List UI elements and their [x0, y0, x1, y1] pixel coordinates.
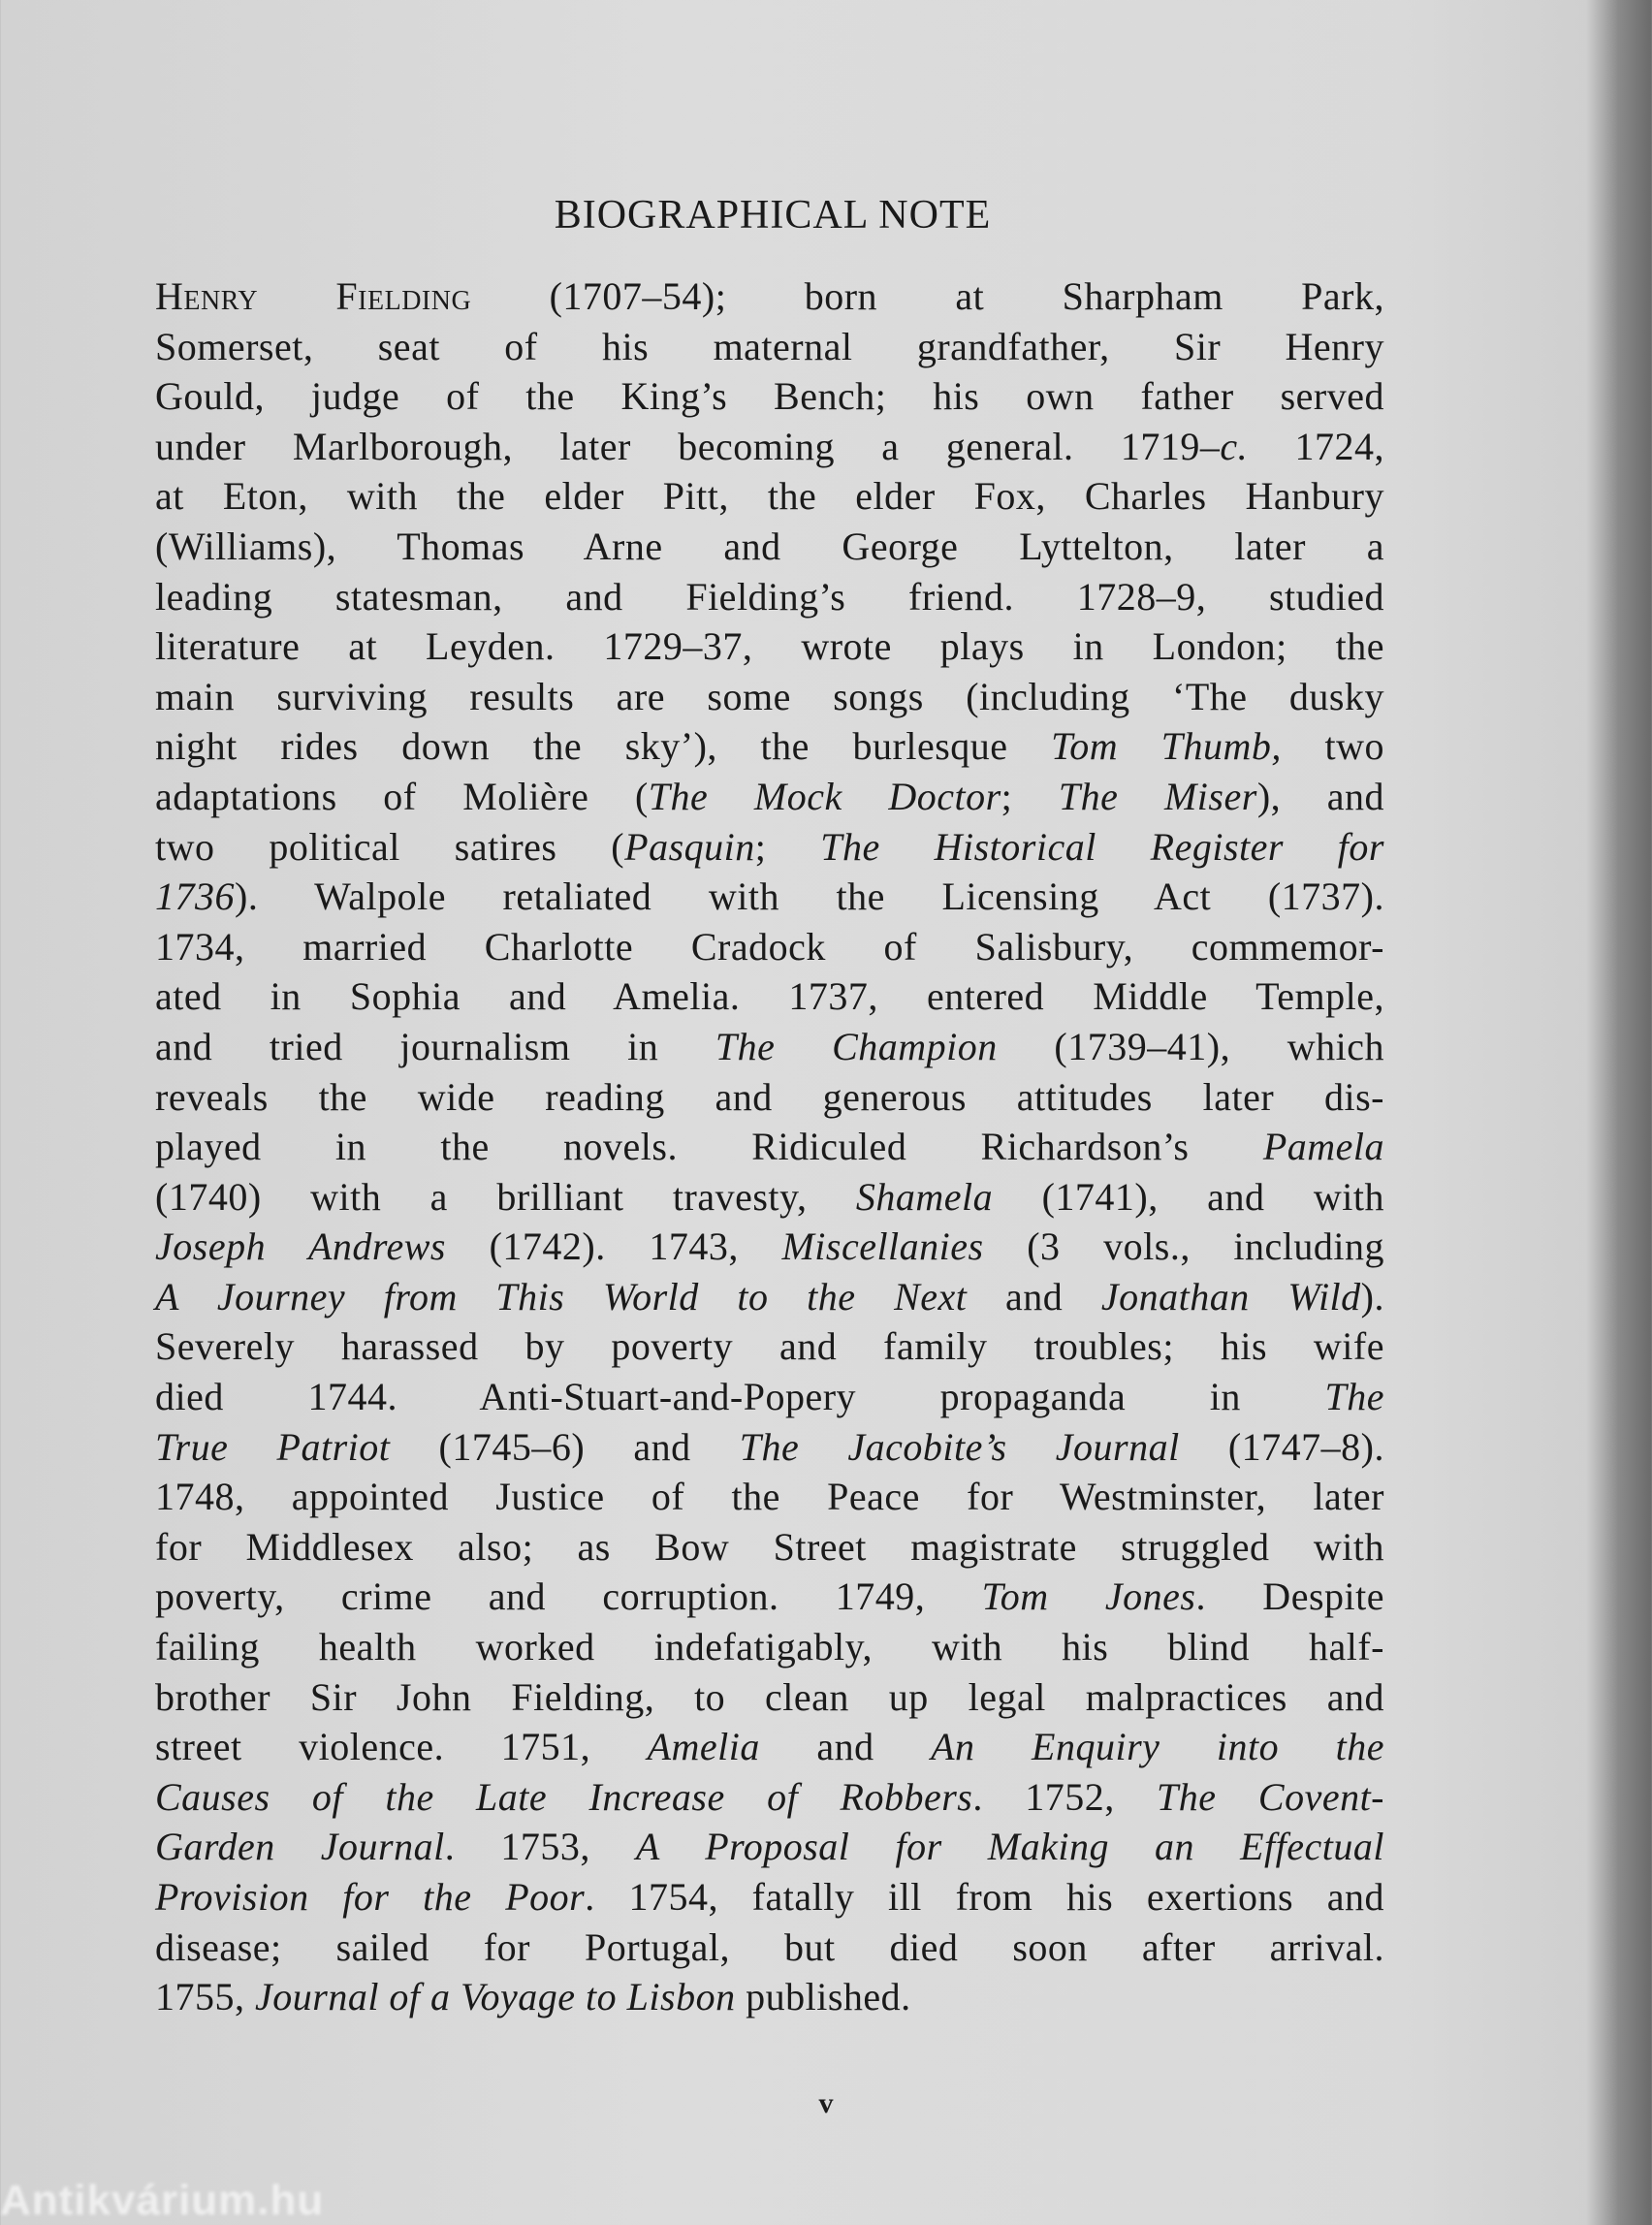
- italic-text: The Champion: [715, 1024, 998, 1068]
- text-line: [155, 1622, 1384, 1672]
- italic-text: 1736: [155, 874, 235, 919]
- italic-text: Tom Thumb,: [1051, 724, 1282, 769]
- text-segment: 1748, appointed Justice of the Peace for Westminster, later: [155, 1475, 1384, 1519]
- text-segment: poverty, crime and corruption. 1749,: [155, 1574, 982, 1619]
- text-line: [155, 1822, 1384, 1872]
- text-segment: two political satires (: [155, 824, 625, 869]
- text-line: [155, 522, 1384, 572]
- text-segment: 1724,: [1248, 424, 1385, 468]
- text-line: [155, 1022, 1384, 1072]
- text-segment: . 1752,: [972, 1774, 1158, 1819]
- text-segment: 1755,: [155, 1975, 255, 2019]
- text-line: [155, 822, 1384, 873]
- text-line: [155, 1672, 1384, 1723]
- text-segment: played in the novels. Ridiculed Richardson’s: [155, 1125, 1263, 1169]
- text-segment: (1747–8).: [1179, 1424, 1384, 1469]
- text-segment: ;: [1001, 774, 1059, 818]
- italic-text: The Historical Register for: [820, 824, 1384, 869]
- text-line: [155, 1972, 1384, 2022]
- text-line: [155, 1172, 1384, 1223]
- text-segment: (1739–41), which: [997, 1024, 1384, 1068]
- text-line: [155, 621, 1384, 672]
- text-line: [155, 721, 1384, 772]
- text-line: [155, 1372, 1384, 1422]
- text-segment: (Williams), Thomas Arne and George Lyttelton, later a: [155, 524, 1384, 568]
- text-line: [155, 1321, 1384, 1372]
- text-line: [155, 371, 1384, 422]
- italic-text: Pamela: [1262, 1125, 1384, 1169]
- text-segment: (1740) with a brilliant travesty,: [155, 1174, 856, 1219]
- italic-text: A Proposal for Making an Effectual: [635, 1825, 1385, 1869]
- italic-text: Provision for the Poor: [155, 1875, 586, 1919]
- text-segment: and: [967, 1274, 1101, 1319]
- text-line: [155, 1722, 1384, 1772]
- text-segment: Severely harassed by poverty and family troubles; his wife: [155, 1324, 1384, 1369]
- text-segment: and: [759, 1725, 932, 1769]
- italic-text: The: [1324, 1375, 1384, 1419]
- italic-text: Journal of a Voyage to Lisbon: [255, 1975, 736, 2019]
- text-line: [155, 1923, 1384, 1973]
- text-line: [155, 1122, 1384, 1172]
- italic-text: An Enquiry into the: [931, 1725, 1384, 1769]
- italic-text: Joseph Andrews: [155, 1224, 446, 1269]
- page-title: BIOGRAPHICAL NOTE: [554, 193, 992, 238]
- text-segment: ). Walpole retaliated with the Licensing Act (1737).: [235, 874, 1384, 919]
- text-line: [155, 422, 1384, 472]
- text-segment: Somerset, seat of his maternal grandfather, Sir Henry: [155, 324, 1384, 368]
- text-line: [155, 1072, 1384, 1123]
- text-line: [155, 572, 1384, 622]
- italic-text: Shamela: [855, 1174, 994, 1219]
- italic-text: Garden Journal: [155, 1825, 445, 1869]
- italic-text: The Mock Doctor: [648, 774, 1001, 818]
- italic-text: The Jacobite’s Journal: [739, 1424, 1180, 1469]
- text-line: [155, 872, 1384, 922]
- italic-text: Causes of the Late Increase of Robbers: [155, 1774, 973, 1819]
- text-segment: under Marlborough, later becoming a general. 1719–: [155, 424, 1221, 468]
- text-segment: for Middlesex also; as Bow Street magistrate struggled with: [155, 1524, 1384, 1569]
- text-segment: at Eton, with the elder Pitt, the elder Fox, Charles Hanbury: [155, 474, 1384, 519]
- text-line: [155, 772, 1384, 822]
- italic-text: A Journey from This World to the Next: [155, 1274, 968, 1319]
- text-segment: (1741), and with: [993, 1174, 1384, 1219]
- text-segment: two: [1281, 724, 1384, 769]
- text-line: [155, 1422, 1384, 1473]
- text-line: [155, 971, 1384, 1022]
- page-number: v: [818, 2087, 834, 2119]
- text-segment: (3 vols., including: [983, 1224, 1385, 1269]
- text-segment: literature at Leyden. 1729–37, wrote plays in London; the: [155, 624, 1384, 669]
- text-line: [155, 471, 1384, 522]
- text-segment: (1745–6) and: [390, 1424, 740, 1469]
- italic-text: Jonathan Wild: [1100, 1274, 1361, 1319]
- text-line: [155, 322, 1384, 372]
- text-segment: . Despite: [1195, 1574, 1384, 1619]
- italic-text: The Miser: [1058, 774, 1257, 818]
- text-line: [155, 922, 1384, 972]
- text-segment: street violence. 1751,: [155, 1725, 648, 1769]
- text-segment: and tried journalism in: [155, 1024, 715, 1068]
- text-line: [155, 1872, 1384, 1923]
- text-line: [155, 1572, 1384, 1622]
- text-segment: ;: [754, 824, 821, 869]
- text-segment: adaptations of Molière (: [155, 774, 649, 818]
- text-segment: published.: [735, 1975, 911, 2019]
- italic-text: True Patriot: [155, 1424, 391, 1469]
- text-line: [155, 672, 1384, 722]
- text-segment: failing health worked indefatigably, with his blind half-: [155, 1625, 1384, 1669]
- text-segment: (1707–54); born at Sharpham Park,: [471, 274, 1385, 318]
- text-segment: night rides down the sky’), the burlesque: [155, 724, 1052, 769]
- italic-text: Tom Jones: [981, 1574, 1196, 1619]
- text-segment: ated in Sophia and Amelia. 1737, entered Middle Temple,: [155, 974, 1384, 1019]
- italic-text: The Covent-: [1157, 1774, 1385, 1819]
- text-segment: reveals the wide reading and generous attitudes later dis-: [155, 1074, 1384, 1119]
- text-segment: . 1753,: [444, 1825, 636, 1869]
- text-segment: leading statesman, and Fielding’s friend. 1728–9, studied: [155, 574, 1384, 619]
- text-segment: Henry Fielding: [155, 274, 472, 318]
- text-segment: ).: [1360, 1274, 1384, 1319]
- text-line: [155, 1772, 1384, 1823]
- italic-text: c.: [1220, 424, 1249, 468]
- watermark: Antikvárium.hu: [0, 2177, 325, 2224]
- text-line: [155, 1272, 1384, 1322]
- text-line: [155, 271, 1384, 322]
- text-segment: (1742). 1743,: [445, 1224, 782, 1269]
- text-segment: ), and: [1256, 774, 1384, 818]
- text-segment: 1734, married Charlotte Cradock of Salisbury, commemor-: [155, 924, 1384, 969]
- text-segment: disease; sailed for Portugal, but died soon after arrival.: [155, 1924, 1384, 1969]
- biographical-text: [155, 271, 1384, 2022]
- text-segment: main surviving results are some songs (including ‘The dusky: [155, 674, 1384, 718]
- text-segment: died 1744. Anti-Stuart-and-Popery propaganda in: [155, 1375, 1325, 1419]
- text-segment: . 1754, fatally ill from his exertions and: [585, 1875, 1384, 1919]
- italic-text: Amelia: [647, 1725, 760, 1769]
- text-line: [155, 1522, 1384, 1573]
- text-line: [155, 1472, 1384, 1522]
- text-segment: brother Sir John Fielding, to clean up legal malpractices and: [155, 1674, 1384, 1719]
- text-line: [155, 1222, 1384, 1272]
- italic-text: Pasquin: [624, 824, 755, 869]
- italic-text: Miscellanies: [781, 1224, 984, 1269]
- text-segment: Gould, judge of the King’s Bench; his own father served: [155, 374, 1384, 419]
